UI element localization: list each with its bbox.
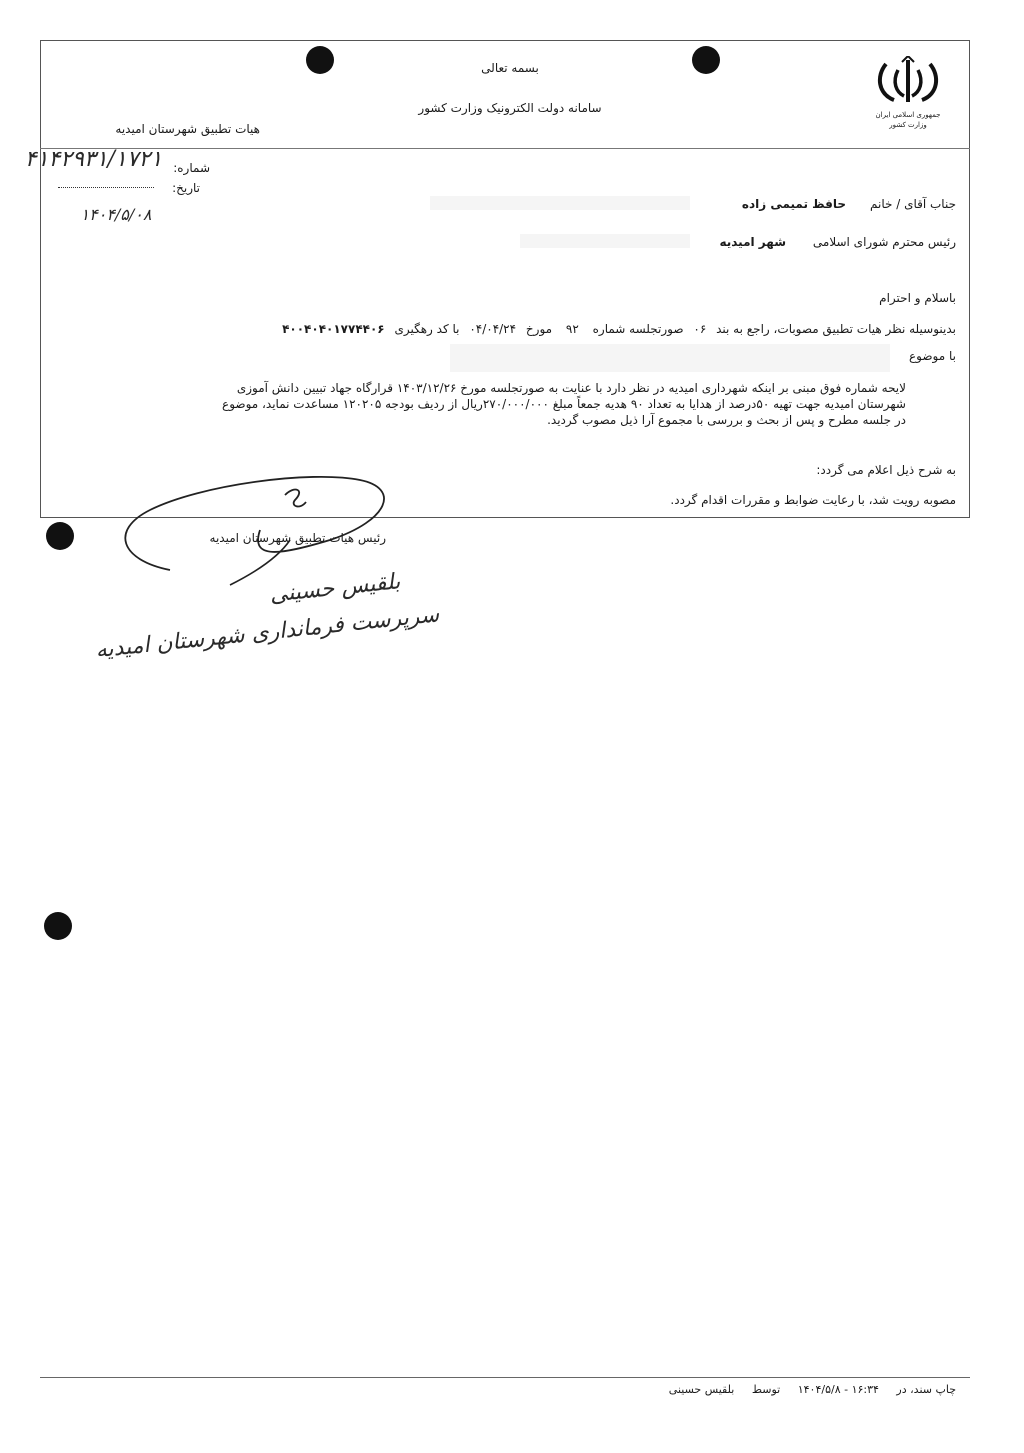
print-label: چاپ سند، در (896, 1383, 956, 1396)
intro-text: بدینوسیله نظر هیات تطبیق مصوبات، راجع به بند (716, 322, 956, 336)
date-label: تاریخ: (172, 181, 200, 195)
tracking-label: با کد رهگیری (394, 322, 460, 336)
faint-band (520, 234, 690, 248)
item-number: ۰۶ (693, 322, 707, 336)
emblem-icon (872, 56, 944, 106)
minutes-number: ۹۲ (565, 322, 579, 336)
title-city: شهر امیدیه (719, 235, 786, 249)
minutes-date: ۰۴/۰۴/۲۴ (469, 322, 517, 336)
tracking-code: ۴۰۰۴۰۴۰۱۷۷۴۴۰۶ (282, 322, 385, 336)
print-info (500, 1382, 956, 1398)
subject-shade (450, 344, 890, 372)
minutes-label: صورتجلسه شماره (592, 322, 684, 336)
salutation-prefix: جناب آقای / خانم (870, 197, 956, 211)
punch-hole (44, 912, 72, 940)
subject-label: با موضوع (909, 349, 956, 363)
title-prefix: رئیس محترم شورای اسلامی (812, 235, 956, 249)
subject-line-1: لایحه شماره فوق مبنی بر اینکه شهرداری امیدیه در نظر دارد با عنایت به صورتجلسه مورخ ۱۴۰۳/۱۲/۲۶ قرارگاه جهاد تبیین دانش آموزی (236, 381, 906, 395)
printed-by-label: توسط (751, 1383, 781, 1396)
dated-label: مورخ (525, 322, 553, 336)
faint-band (430, 196, 690, 210)
org-name: هیات تطبیق شهرستان امیدیه (115, 122, 260, 136)
addressee-name: حافظ تمیمی زاده (741, 197, 846, 211)
system-name: سامانه دولت الکترونیک وزارت کشور (418, 101, 602, 115)
print-time: ۱۶:۳۴ - ۱۴۰۴/۵/۸ (797, 1383, 879, 1396)
signatory-role: رئیس هیات تطبیق شهرستان امیدیه (209, 531, 386, 545)
signatory-title-handwritten: سرپرست فرمانداری شهرستان امیدیه (94, 602, 441, 664)
date-dotted-line (58, 187, 154, 188)
subject-line-2: شهرستان امیدیه جهت تهیه ۵۰درصد از هدایا به تعداد ۹۰ هدیه جمعاً مبلغ ۲۷۰/۰۰۰/۰۰۰ریال از ردیف بودجه ۱۲۰۲۰۵ مساعدت نماید، موضوع (222, 397, 906, 411)
logo-caption-1: جمهوری اسلامی ایران (875, 111, 941, 119)
printed-by-name: بلقیس حسینی (668, 1383, 735, 1396)
basmala: بسمه تعالی (481, 61, 539, 75)
logo-caption-2: وزارت کشور (889, 121, 927, 129)
date-handwritten: ۱۴۰۴/۵/۰۸ (80, 205, 152, 224)
subject-line-3: در جلسه مطرح و پس از بحث و بررسی با مجموع آرا ذیل مصوب گردید. (547, 413, 906, 427)
greeting: باسلام و احترام (879, 291, 956, 305)
announce-text: به شرح ذیل اعلام می گردد: (816, 463, 956, 477)
footer-divider (40, 1377, 970, 1378)
signatory-name-handwritten: بلقیس حسینی (268, 569, 402, 608)
emblem-logo (872, 56, 944, 136)
reference-line (50, 321, 956, 337)
decision-text: مصوبه رویت شد، با رعایت ضوابط و مقررات اقدام گردد. (670, 493, 956, 507)
number-handwritten: ۴۱۴۲۹۳۱/۱۷۲۱ (24, 147, 163, 172)
punch-hole (46, 522, 74, 550)
number-label: شماره: (173, 161, 210, 175)
